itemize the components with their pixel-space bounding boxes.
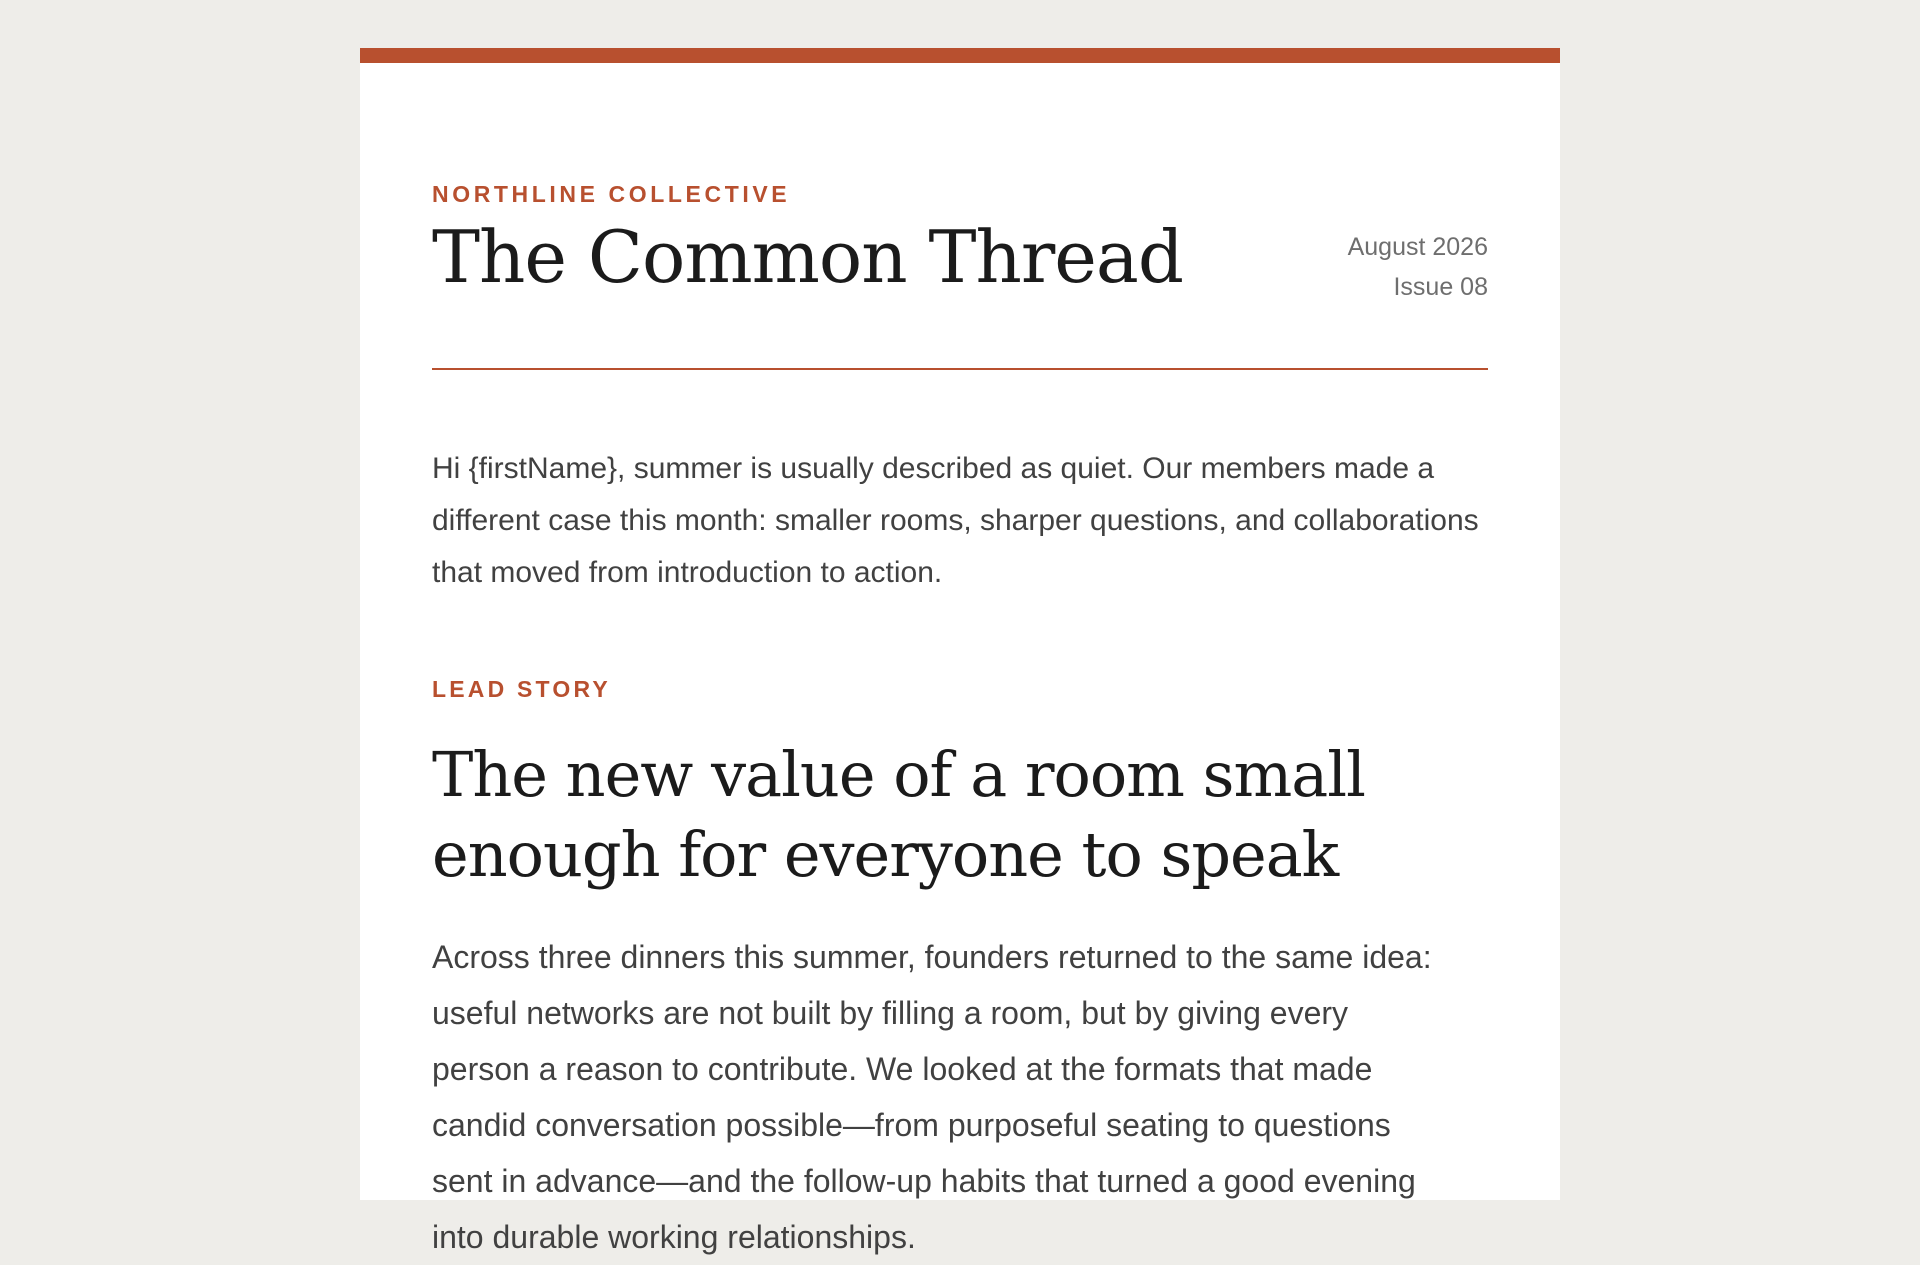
issue-date: August 2026 <box>1347 233 1488 261</box>
lead-story-headline: The new value of a room small enough for everyone to speak <box>432 738 1365 891</box>
header-divider <box>432 368 1488 370</box>
newsletter-header <box>432 63 1488 323</box>
newsletter-card <box>360 48 1560 1255</box>
newsletter-title: The Common Thread <box>432 215 1183 299</box>
accent-bar <box>360 48 1560 63</box>
newsletter-content <box>432 63 1488 1255</box>
intro-paragraph: Hi {firstName}, summer is usually described as quiet. Our members made a different case this month: smaller rooms, sharper questions, and collaborations that moved from introduction to action. <box>432 452 1479 589</box>
brand-name: NORTHLINE COLLECTIVE <box>432 181 791 207</box>
issue-number: Issue 08 <box>1393 273 1488 301</box>
lead-story-body: Across three dinners this summer, founders returned to the same idea: useful networks are not built by filling a room, but by giving every person a reason to contribute. We looked at the formats that made candid conversation possible—from purposeful seating to questions sent in advance—and the follow-up habits that turned a good evening into durable working relationships. <box>432 939 1432 1255</box>
lead-story-label: LEAD STORY <box>432 676 611 702</box>
issue-meta <box>1348 227 1488 307</box>
